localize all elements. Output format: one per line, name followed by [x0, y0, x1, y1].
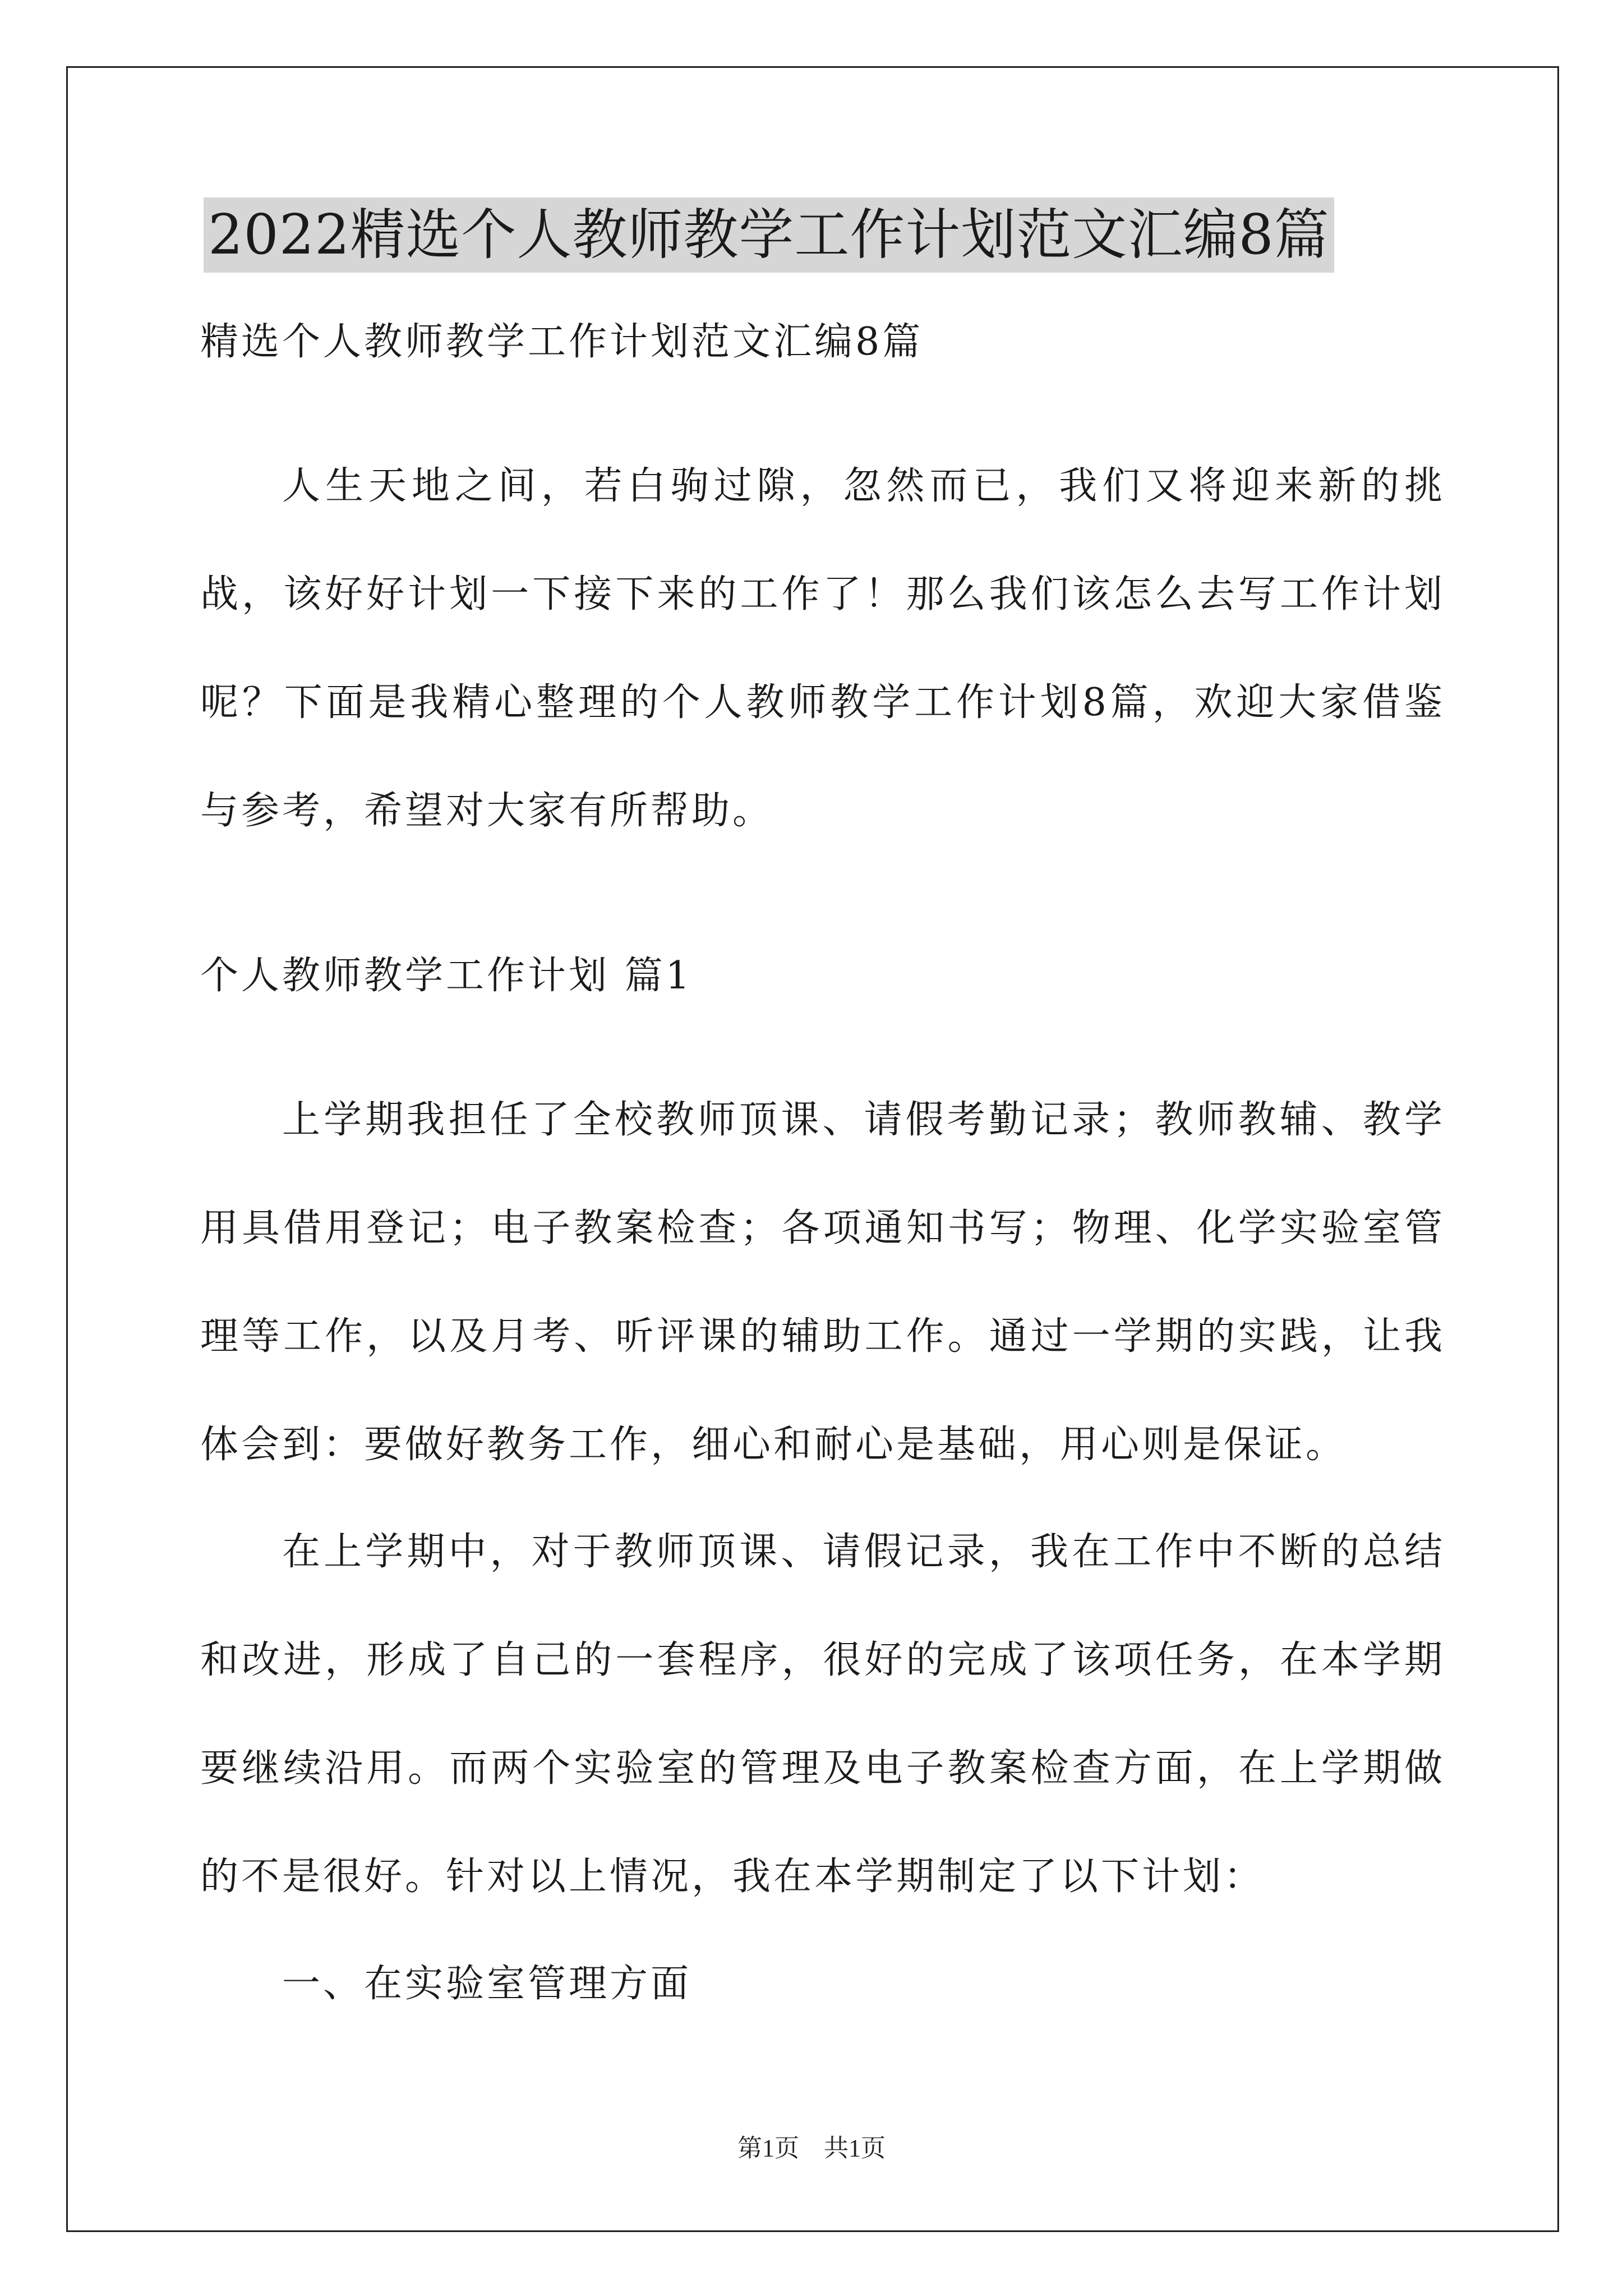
body-paragraph-1: 上学期我担任了全校教师顶课、请假考勤记录；教师教辅、教学用具借用登记；电子教案检查；各项通知书写；物理、化学实验室管理等工作，以及月考、听评课的辅助工作。通过一学期的实践，让我体会到：要做好教务工作，细心和耐心是基础，用心则是保证。: [200, 1098, 1445, 1467]
page-footer: 第1页 共1页: [737, 2134, 886, 2162]
section-heading: 个人教师教学工作计划 篇1: [200, 954, 693, 998]
body-paragraph-2: 在上学期中，对于教师顶课、请假记录，我在工作中不断的总结和改进，形成了自己的一套程序，很好的完成了该项任务，在本学期要继续沿用。而两个实验室的管理及电子教案检查方面，在上学期做的不是很好。针对以上情况，我在本学期制定了以下计划：: [200, 1530, 1445, 1899]
document-subtitle: 精选个人教师教学工作计划范文汇编8篇: [200, 320, 924, 364]
list-item-1: 一、在实验室管理方面: [282, 1962, 692, 2006]
document-title: 2022精选个人教师教学工作计划范文汇编8篇: [204, 197, 1334, 273]
intro-paragraph: 人生天地之间，若白驹过隙，忽然而已，我们又将迎来新的挑战，该好好计划一下接下来的工作了！那么我们该怎么去写工作计划呢？下面是我精心整理的个人教师教学工作计划8篇，欢迎大家借鉴与参考，希望对大家有所帮助。: [200, 464, 1445, 833]
